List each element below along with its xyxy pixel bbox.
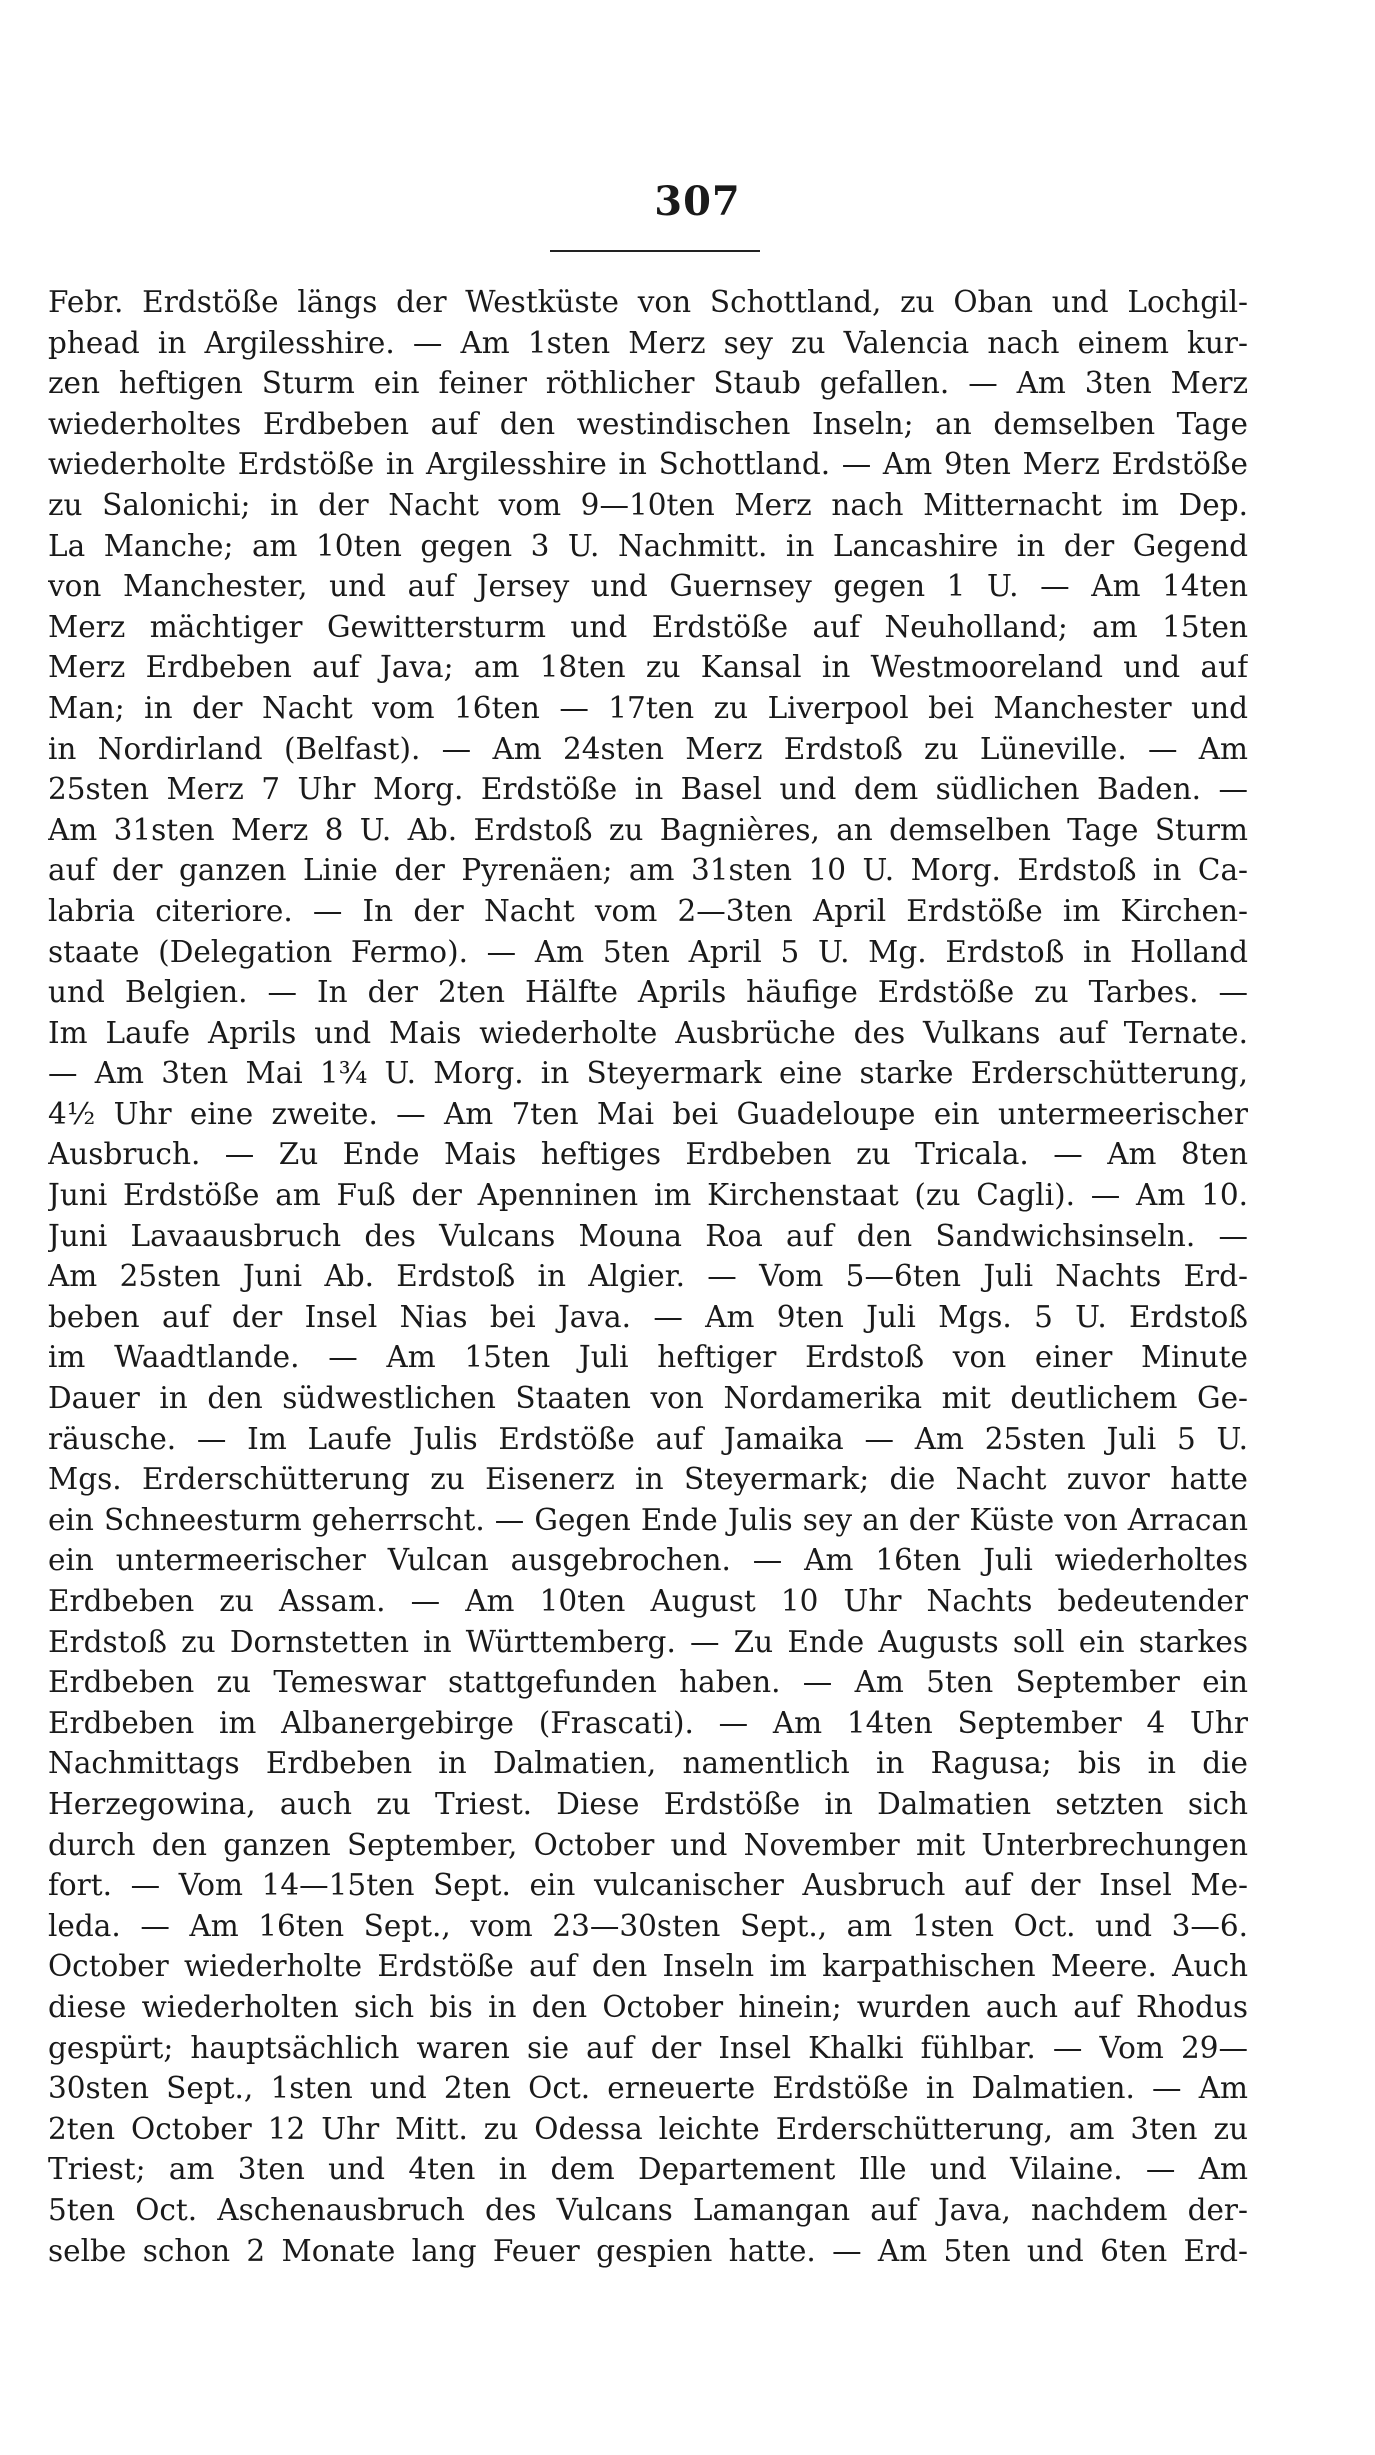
text-line: ein untermeerischer Vulcan ausgebrochen. — Am 16ten Juli wiederholtes [48, 1543, 1248, 1578]
text-line: leda. — Am 16ten Sept., vom 23—30sten Sept., am 1sten Oct. und 3—6. [48, 1908, 1248, 1943]
text-line: Im Laufe Aprils und Mais wiederholte Ausbrüche des Vulkans auf Ternate. [48, 1015, 1248, 1050]
text-line: Triest; am 3ten und 4ten in dem Departement Ille und Vilaine. — Am [48, 2152, 1248, 2187]
text-line: wiederholte Erdstöße in Argilesshire in Schottland. — Am 9ten Merz Erdstöße [48, 447, 1248, 482]
body-text [48, 282, 1248, 2271]
text-line: Mgs. Erderschütterung zu Eisenerz in Steyermark; die Nacht zuvor hatte [48, 1462, 1248, 1497]
text-line: diese wiederholten sich bis in den October hinein; wurden auch auf Rhodus [48, 1989, 1248, 2024]
text-line: in Nordirland (Belfast). — Am 24sten Merz Erdstoß zu Lüneville. — Am [48, 731, 1248, 766]
text-line: Merz Erdbeben auf Java; am 18ten zu Kansal in Westmooreland und auf [48, 650, 1248, 685]
text-line: Erdbeben im Albanergebirge (Frascati). — Am 14ten September 4 Uhr [48, 1705, 1248, 1740]
text-line: Erdbeben zu Temeswar stattgefunden haben. — Am 5ten September ein [48, 1665, 1248, 1700]
text-line: La Manche; am 10ten gegen 3 U. Nachmitt. in Lancashire in der Gegend [48, 528, 1248, 563]
text-line: von Manchester, und auf Jersey und Guernsey gegen 1 U. — Am 14ten [48, 569, 1248, 604]
text-line: ein Schneesturm geherrscht. — Gegen Ende Julis sey an der Küste von Arracan [48, 1502, 1248, 1537]
header-rule [550, 250, 760, 252]
text-line: 30sten Sept., 1sten und 2ten Oct. erneuerte Erdstöße in Dalmatien. — Am [48, 2071, 1248, 2106]
text-line: auf der ganzen Linie der Pyrenäen; am 31sten 10 U. Morg. Erdstoß in Ca- [48, 853, 1248, 888]
text-line: phead in Argilesshire. — Am 1sten Merz sey zu Valencia nach einem kur- [48, 325, 1248, 360]
text-line: 4½ Uhr eine zweite. — Am 7ten Mai bei Guadeloupe ein untermeerischer [48, 1096, 1248, 1131]
text-line: Erdstoß zu Dornstetten in Württemberg. — Zu Ende Augusts soll ein starkes [48, 1624, 1248, 1659]
text-line: Am 31sten Merz 8 U. Ab. Erdstoß zu Bagnières, an demselben Tage Sturm [48, 812, 1248, 847]
text-line: im Waadtlande. — Am 15ten Juli heftiger Erdstoß von einer Minute [48, 1340, 1248, 1375]
text-line: selbe schon 2 Monate lang Feuer gespien hatte. — Am 5ten und 6ten Erd- [48, 2233, 1248, 2268]
text-line: — Am 3ten Mai 1¾ U. Morg. in Steyermark eine starke Erderschütterung, [48, 1056, 1248, 1091]
text-line: durch den ganzen September, October und November mit Unterbrechungen [48, 1827, 1248, 1862]
text-line: Am 25sten Juni Ab. Erdstoß in Algier. — Vom 5—6ten Juli Nachts Erd- [48, 1259, 1248, 1294]
text-line: Ausbruch. — Zu Ende Mais heftiges Erdbeben zu Tricala. — Am 8ten [48, 1137, 1248, 1172]
text-line: fort. — Vom 14—15ten Sept. ein vulcanischer Ausbruch auf der Insel Me- [48, 1868, 1248, 1903]
text-line: Dauer in den südwestlichen Staaten von Nordamerika mit deutlichem Ge- [48, 1381, 1248, 1416]
text-line: Erdbeben zu Assam. — Am 10ten August 10 Uhr Nachts bedeutender [48, 1584, 1248, 1618]
text-line: Febr. Erdstöße längs der Westküste von Schottland, zu Oban und Lochgil- [48, 285, 1248, 319]
text-line: 2ten October 12 Uhr Mitt. zu Odessa leichte Erderschütterung, am 3ten zu [48, 2111, 1248, 2146]
text-line: Herzegowina, auch zu Triest. Diese Erdstöße in Dalmatien setzten sich [48, 1786, 1248, 1821]
text-line: zen heftigen Sturm ein feiner röthlicher Staub gefallen. — Am 3ten Merz [48, 366, 1248, 401]
text-line: 25sten Merz 7 Uhr Morg. Erdstöße in Basel und dem südlichen Baden. — [48, 772, 1248, 807]
text-line: und Belgien. — In der 2ten Hälfte Aprils häufige Erdstöße zu Tarbes. — [48, 975, 1248, 1010]
text-line: 5ten Oct. Aschenausbruch des Vulcans Lamangan auf Java, nachdem der- [48, 2192, 1248, 2227]
text-line: Merz mächtiger Gewittersturm und Erdstöße auf Neuholland; am 15ten [48, 609, 1248, 644]
text-line: Man; in der Nacht vom 16ten — 17ten zu Liverpool bei Manchester und [48, 690, 1248, 725]
page-number: 307 [654, 178, 741, 225]
text-line: Nachmittags Erdbeben in Dalmatien, namentlich in Ragusa; bis in die [48, 1746, 1248, 1781]
text-line: staate (Delegation Fermo). — Am 5ten April 5 U. Mg. Erdstoß in Holland [48, 934, 1248, 969]
text-line: zu Salonichi; in der Nacht vom 9—10ten Merz nach Mitternacht im Dep. [48, 487, 1248, 522]
text-line: wiederholtes Erdbeben auf den westindischen Inseln; an demselben Tage [48, 406, 1248, 441]
text-line: gespürt; hauptsächlich waren sie auf der Insel Khalki fühlbar. — Vom 29— [48, 2030, 1248, 2065]
text-line: räusche. — Im Laufe Julis Erdstöße auf Jamaika — Am 25sten Juli 5 U. [48, 1421, 1248, 1456]
text-line: Juni Erdstöße am Fuß der Apenninen im Kirchenstaat (zu Cagli). — Am 10. [48, 1178, 1248, 1213]
text-line: Juni Lavaausbruch des Vulcans Mouna Roa auf den Sandwichsinseln. — [48, 1218, 1248, 1253]
text-line: October wiederholte Erdstöße auf den Inseln im karpathischen Meere. Auch [48, 1949, 1248, 1984]
text-line: labria citeriore. — In der Nacht vom 2—3ten April Erdstöße im Kirchen- [48, 893, 1248, 928]
text-line: beben auf der Insel Nias bei Java. — Am 9ten Juli Mgs. 5 U. Erdstoß [48, 1299, 1248, 1334]
